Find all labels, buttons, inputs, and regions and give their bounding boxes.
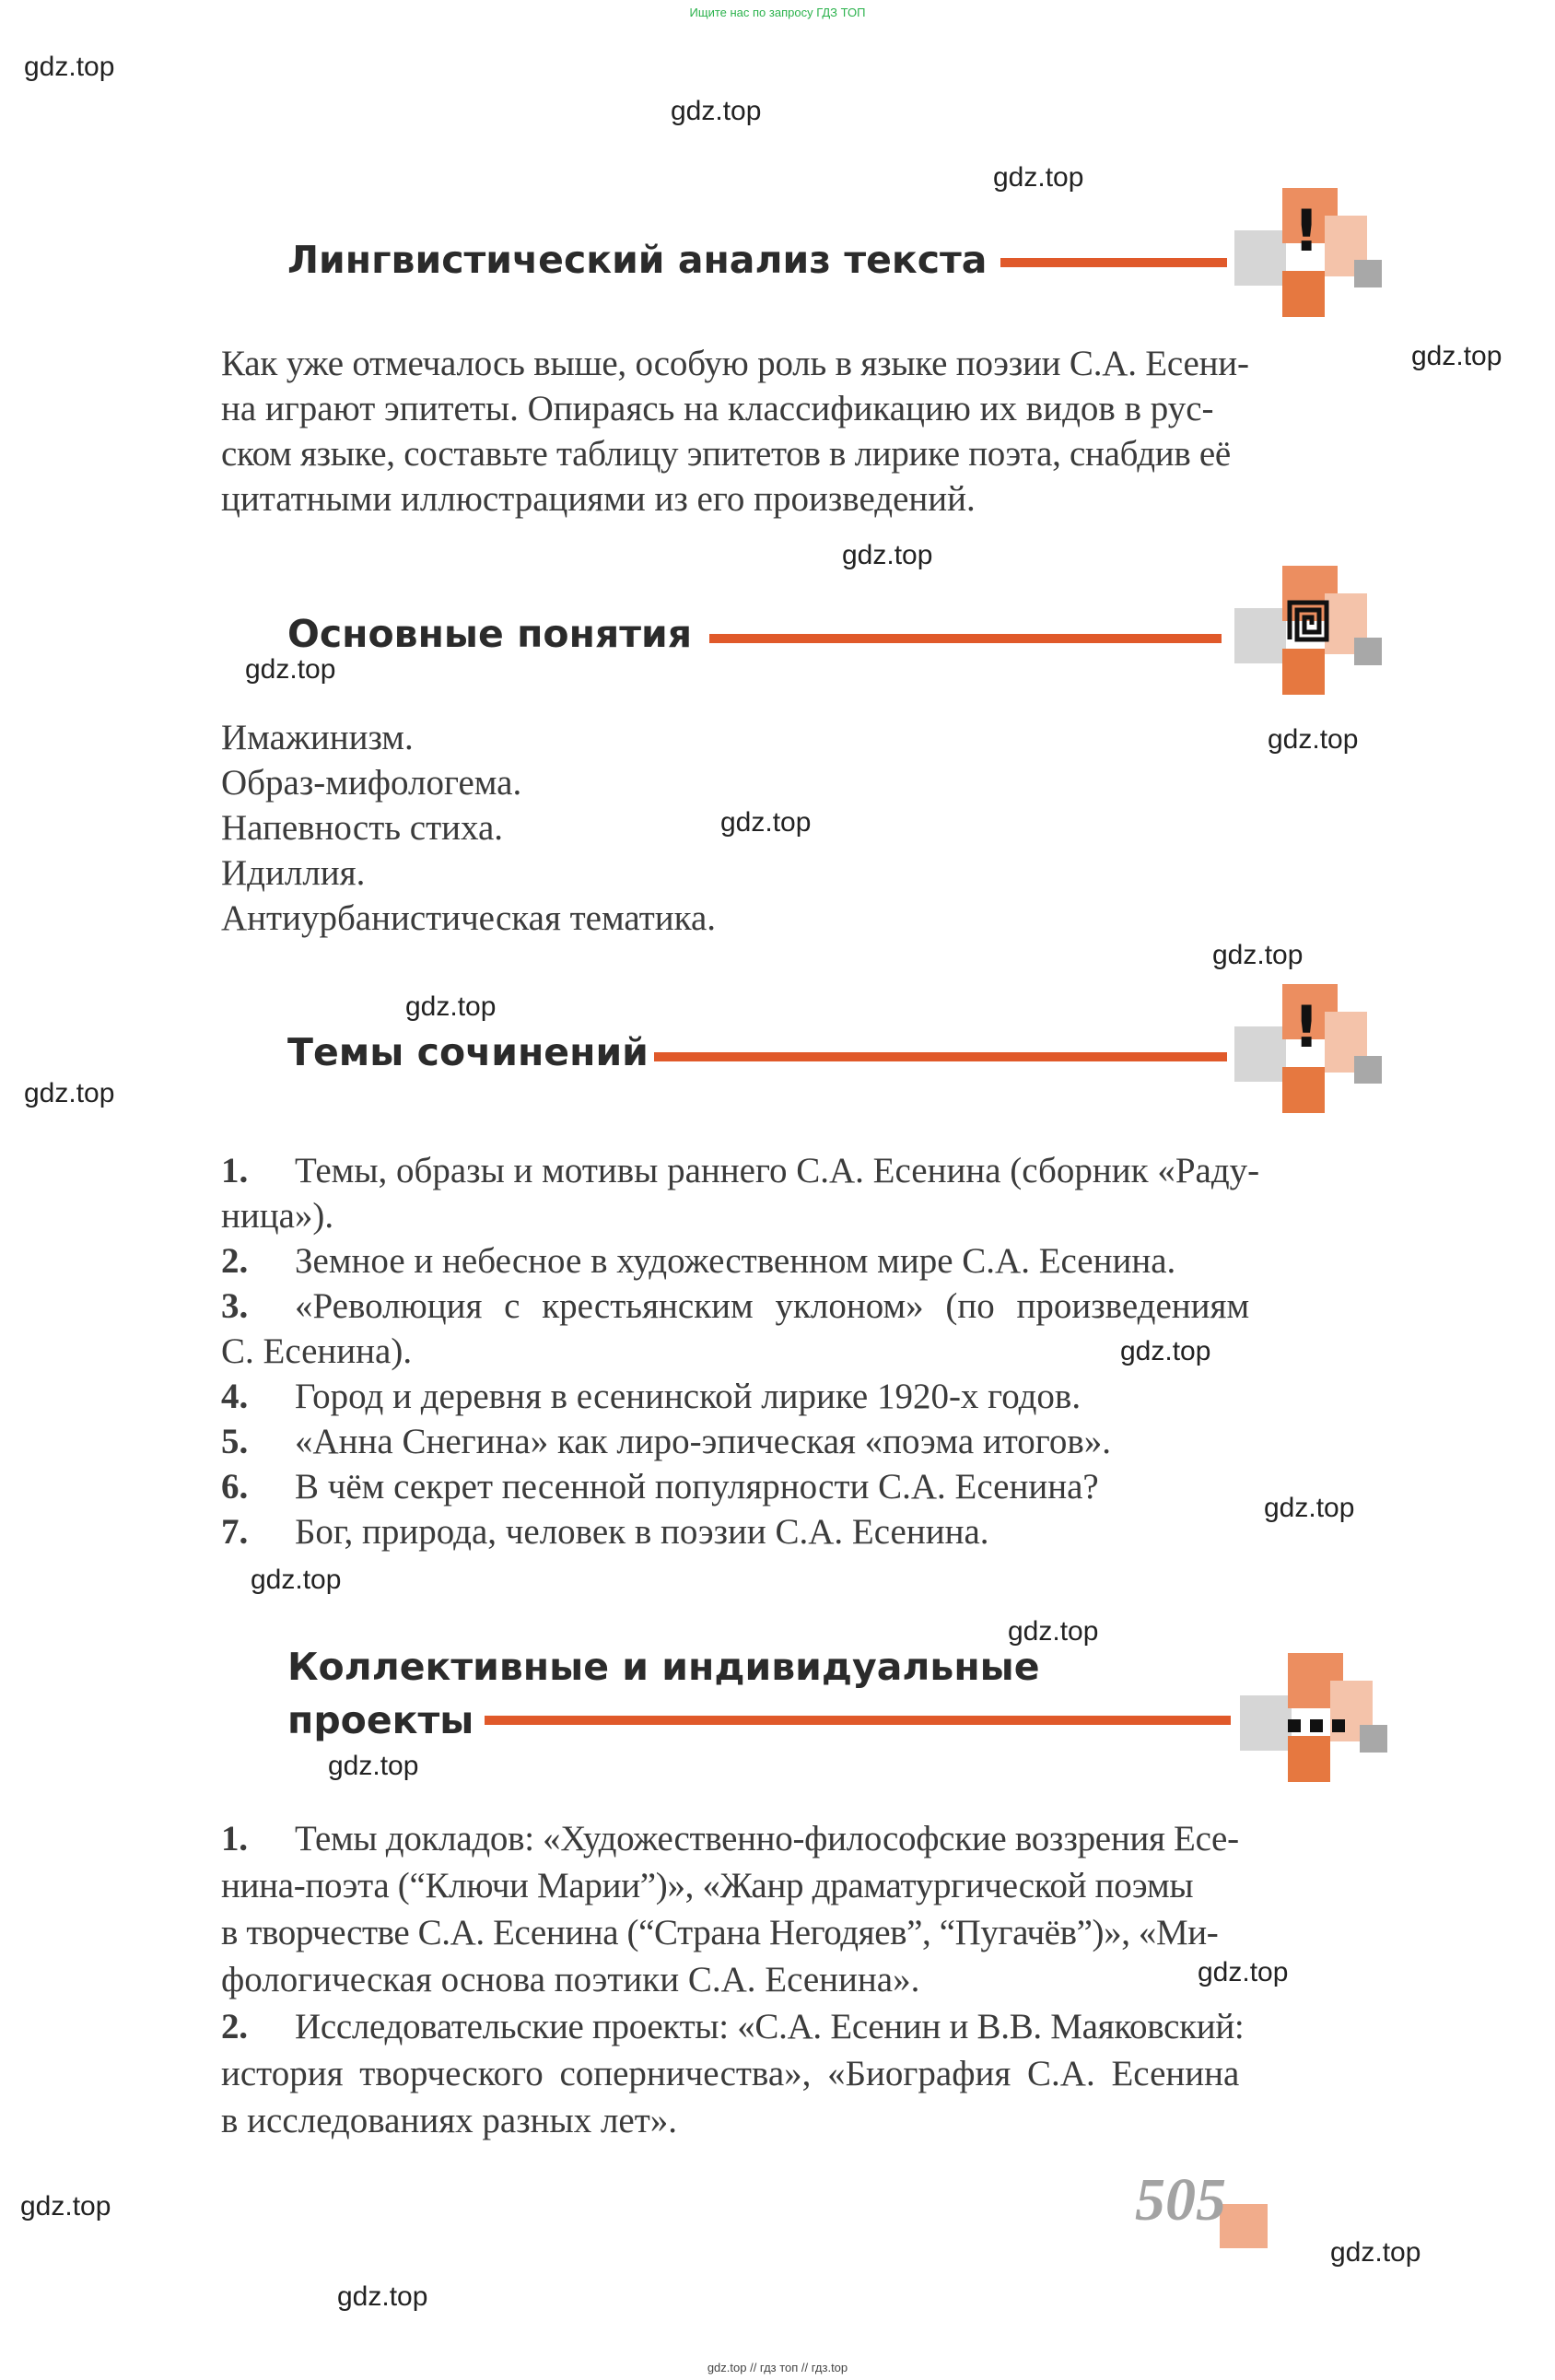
watermark: gdz.top — [1008, 1616, 1099, 1647]
item-text: Темы, образы и мотивы раннего С.А. Есенина (сборник «Раду- — [295, 1151, 1260, 1190]
watermark: gdz.top — [24, 52, 115, 82]
watermark: gdz.top — [671, 96, 762, 126]
text-line: Как уже отмечалось выше, особую роль в языке поэзии С.А. Есени- — [221, 344, 1249, 383]
item-number: 1. — [221, 1151, 249, 1190]
section-heading-projects — [287, 1640, 1040, 1747]
dots-emblem-icon — [1240, 1649, 1387, 1797]
item-number: 5. — [221, 1422, 249, 1461]
item-text: фологическая основа поэтики С.А. Есенина». — [221, 1960, 920, 1999]
section-heading-essays: Темы сочинений — [287, 1030, 649, 1074]
text-line: на играют эпитеты. Опираясь на классификацию их видов в рус- — [221, 389, 1214, 428]
section-heading-concepts: Основные понятия — [287, 612, 693, 656]
item-number: 2. — [221, 2007, 248, 2046]
heading-line: Коллективные и индивидуальные — [287, 1645, 1040, 1689]
item-text: Бог, природа, человек в поэзии С.А. Есенина. — [295, 1512, 989, 1552]
bottom-note: gdz.top // гдз топ // гдз.top — [707, 2361, 848, 2374]
list-item — [221, 1464, 1384, 1509]
heading-rule — [1000, 258, 1227, 267]
watermark: gdz.top — [20, 2191, 111, 2222]
watermark: gdz.top — [1212, 940, 1304, 970]
item-text: Темы докладов: «Художественно-философские воззрения Есе- — [295, 1819, 1239, 1858]
list-item: Антиурбанистическая тематика. — [221, 898, 717, 938]
watermark: gdz.top — [245, 654, 336, 685]
watermark: gdz.top — [405, 991, 497, 1022]
dots-icon — [1288, 1719, 1347, 1732]
item-text: В чём секрет песенной популярности С.А. Есенина? — [295, 1467, 1099, 1507]
watermark: gdz.top — [328, 1751, 419, 1781]
item-number: 3. — [221, 1286, 249, 1326]
spiral-emblem-icon — [1234, 562, 1382, 709]
watermark: gdz.top — [842, 540, 933, 570]
text-line: ском языке, составьте таблицу эпитетов в лирике поэта, снабдив её — [221, 434, 1231, 474]
watermark: gdz.top — [1330, 2237, 1421, 2268]
essays-list — [221, 1148, 1384, 1554]
watermark: gdz.top — [1264, 1493, 1355, 1523]
watermark: gdz.top — [1120, 1336, 1211, 1366]
list-item: Образ-мифологема. — [221, 763, 522, 803]
list-item — [221, 1148, 1384, 1193]
list-item — [221, 2003, 1384, 2050]
item-text: «Революция с крестьянским уклоном» (по произведениям — [295, 1286, 1250, 1326]
heading-rule — [654, 1052, 1227, 1061]
watermark: gdz.top — [720, 807, 812, 838]
list-item: Напевность стиха. — [221, 808, 504, 848]
projects-list — [221, 1815, 1384, 2144]
analysis-paragraph — [221, 341, 1384, 522]
watermark: gdz.top — [24, 1078, 115, 1108]
heading-rule — [485, 1716, 1231, 1725]
list-item — [221, 1815, 1384, 1862]
item-text: ница»). — [221, 1196, 334, 1236]
page-number: 505 — [1135, 2166, 1226, 2233]
list-item — [221, 1284, 1384, 1329]
section-heading-analysis: Лингвистический анализ текста — [287, 238, 988, 282]
item-text: Земное и небесное в художественном мире С.А. Есенина. — [295, 1241, 1176, 1281]
list-item — [221, 1509, 1384, 1554]
item-number: 2. — [221, 1241, 249, 1281]
list-item — [221, 1238, 1384, 1284]
watermark: gdz.top — [1198, 1957, 1289, 1987]
exclamation-glyph: ! — [1293, 993, 1320, 1061]
spiral-icon — [1286, 599, 1330, 643]
text-line: цитатными иллюстрациями из его произведений. — [221, 479, 976, 519]
item-number: 6. — [221, 1467, 249, 1507]
item-number: 7. — [221, 1512, 249, 1552]
concepts-list — [221, 715, 1384, 941]
heading-line: проекты — [287, 1698, 474, 1742]
item-text: в исследованиях разных лет». — [221, 2101, 678, 2140]
watermark: gdz.top — [1268, 724, 1359, 755]
item-text: «Анна Снегина» как лиро-эпическая «поэма итогов». — [295, 1422, 1111, 1461]
page-number-square — [1220, 2204, 1268, 2248]
watermark: gdz.top — [1411, 341, 1502, 371]
item-text: в творчестве С.А. Есенина (“Страна Негодяев”, “Пугачёв”)», «Ми- — [221, 1913, 1219, 1952]
watermark: gdz.top — [337, 2281, 428, 2312]
exclamation-glyph: ! — [1293, 197, 1320, 264]
item-text: С. Есенина). — [221, 1331, 413, 1371]
list-item: Идиллия. — [221, 853, 366, 893]
item-text: история творческого соперничества», «Биография С.А. Есенина — [221, 2054, 1240, 2093]
item-number: 4. — [221, 1377, 249, 1416]
watermark: gdz.top — [251, 1565, 342, 1595]
item-text: нина-поэта (“Ключи Марии”)», «Жанр драматургической поэмы — [221, 1866, 1194, 1905]
list-item: Имажинизм. — [221, 718, 414, 757]
exclamation-emblem-icon — [1234, 184, 1382, 332]
watermark: gdz.top — [993, 162, 1084, 193]
exclamation-emblem-icon — [1234, 980, 1382, 1128]
item-text: Город и деревня в есенинской лирике 1920-х годов. — [295, 1377, 1081, 1416]
item-text: Исследовательские проекты: «С.А. Есенин и В.В. Маяковский: — [295, 2007, 1245, 2046]
heading-rule — [709, 634, 1222, 643]
list-item — [221, 1374, 1384, 1419]
item-number: 1. — [221, 1819, 248, 1858]
list-item — [221, 1419, 1384, 1464]
top-note: Ищите нас по запросу ГДЗ ТОП — [689, 6, 866, 19]
